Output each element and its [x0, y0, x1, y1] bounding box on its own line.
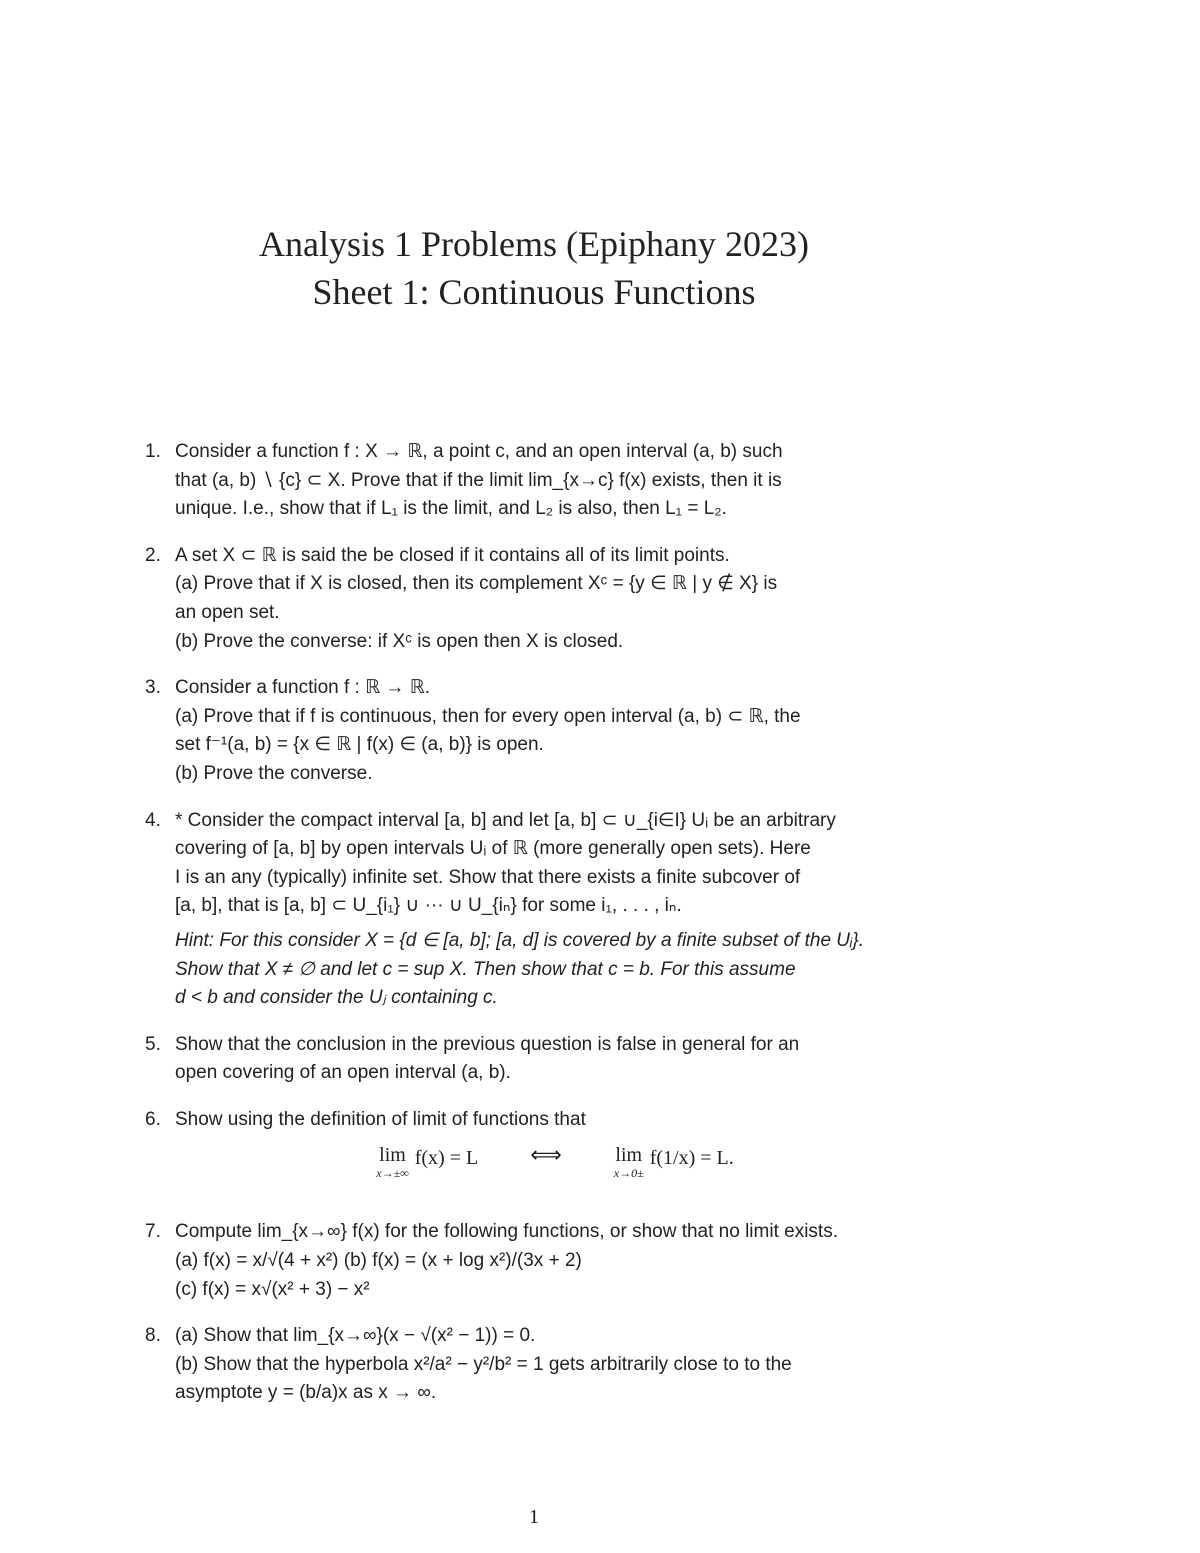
- problem-text-line: (a) Show that lim_{x→∞}(x − √(x² − 1)) = 0.: [175, 1325, 536, 1347]
- equation-left-side: [376, 1144, 478, 1180]
- limit-operator: [614, 1144, 644, 1180]
- problem-number: 1.: [145, 441, 161, 462]
- problem-text-line: Consider a function f : X → ℝ, a point c, and an open interval (a, b) such: [175, 441, 783, 462]
- problem-text-line: an open set.: [175, 601, 280, 623]
- problem-text-line: asymptote y = (b/a)x as x → ∞.: [175, 1382, 437, 1404]
- hint-line: Show that X ≠ ∅ and let c = sup X. Then show that c = b. For this assume: [175, 958, 796, 980]
- problem-text-line: A set X ⊂ ℝ is said the be closed if it contains all of its limit points.: [175, 544, 730, 566]
- problem-text-line: Consider a function f : ℝ → ℝ.: [175, 677, 431, 699]
- problem-number: 6.: [145, 1108, 161, 1130]
- problem-number: 4.: [145, 809, 161, 831]
- problem-7: [145, 1218, 965, 1304]
- problem-text-line: I is an any (typically) infinite set. Show that there exists a finite subcover of: [175, 866, 801, 888]
- problem-text-line: (a) f(x) = x/√(4 + x²) (b) f(x) = (x + log x²)/(3x + 2): [175, 1250, 582, 1272]
- equation-right-side: [614, 1144, 734, 1180]
- problem-text-line: unique. I.e., show that if L₁ is the limit, and L₂ is also, then L₁ = L₂.: [175, 498, 727, 520]
- limit-symbol: lim: [615, 1144, 643, 1167]
- problem-number: 3.: [145, 677, 161, 699]
- limit-expression: f(x) = L: [414, 1147, 479, 1170]
- problem-text-line: Show using the definition of limit of functions that: [175, 1108, 586, 1130]
- problem-number: 7.: [145, 1221, 161, 1243]
- problem-number: 5.: [145, 1033, 161, 1055]
- problem-text-line: open covering of an open interval (a, b).: [175, 1062, 511, 1084]
- hint-line: d < b and consider the Uⱼ containing c.: [175, 987, 498, 1009]
- hint-block: [175, 927, 965, 1013]
- problem-4: [145, 807, 965, 1013]
- problem-text-line: (b) Prove the converse: if Xᶜ is open then X is closed.: [175, 630, 624, 652]
- problem-number: 2.: [145, 544, 161, 566]
- limit-subscript: x→0±: [613, 1166, 644, 1181]
- hint-line: Hint: For this consider X = {d ∈ [a, b]; [a, d] is covered by a finite subset of the Uᵢ}.: [175, 929, 865, 951]
- problem-text-line: Show that the conclusion in the previous question is false in general for an: [175, 1033, 800, 1055]
- problem-6: [145, 1106, 965, 1201]
- problem-text-line: that (a, b) ∖ {c} ⊂ X. Prove that if the limit lim_{x→c} f(x) exists, then it is: [175, 469, 782, 491]
- problem-text-line: Compute lim_{x→∞} f(x) for the following functions, or show that no limit exists.: [175, 1221, 838, 1243]
- problem-text-line: (b) Prove the converse.: [175, 762, 373, 784]
- title-line-2: Sheet 1: Continuous Functions: [312, 272, 756, 312]
- problem-text-line: [a, b], that is [a, b] ⊂ U_{i₁} ∪ ··· ∪ U_{iₙ} for some i₁, . . . , iₙ.: [175, 895, 682, 917]
- problem-text-line: set f⁻¹(a, b) = {x ∈ ℝ | f(x) ∈ (a, b)} is open.: [175, 734, 544, 756]
- limit-operator: [376, 1144, 408, 1180]
- page-number: 1: [529, 1506, 539, 1528]
- page-title: [0, 220, 1068, 316]
- title-line-1: Analysis 1 Problems (Epiphany 2023): [259, 224, 809, 264]
- iff-symbol: ⟺: [530, 1142, 562, 1168]
- problem-1: [145, 438, 965, 524]
- problem-5: [145, 1031, 965, 1088]
- problem-8: [145, 1322, 965, 1408]
- problem-text-line: (c) f(x) = x√(x² + 3) − x²: [175, 1278, 370, 1300]
- problem-text-line: * Consider the compact interval [a, b] and let [a, b] ⊂ ∪_{i∈I} Uᵢ be an arbitrary: [175, 809, 836, 831]
- limit-symbol: lim: [379, 1144, 406, 1167]
- problem-text-line: covering of [a, b] by open intervals Uᵢ of ℝ (more generally open sets). Here: [175, 838, 811, 860]
- limit-subscript: x→±∞: [376, 1166, 409, 1181]
- problem-text-line: (b) Show that the hyperbola x²/a² − y²/b² = 1 gets arbitrarily close to to the: [175, 1353, 792, 1375]
- problem-3: [145, 674, 965, 788]
- problem-number: 8.: [145, 1325, 161, 1347]
- problem-text-line: (a) Prove that if X is closed, then its complement Xᶜ = {y ∈ ℝ | y ∉ X} is: [175, 573, 778, 595]
- problem-text-line: (a) Prove that if f is continuous, then for every open interval (a, b) ⊂ ℝ, the: [175, 705, 801, 727]
- problem-2: [145, 542, 965, 656]
- problem-list: [145, 438, 965, 1426]
- display-equation: [145, 1144, 965, 1200]
- limit-expression: f(1/x) = L.: [649, 1147, 734, 1170]
